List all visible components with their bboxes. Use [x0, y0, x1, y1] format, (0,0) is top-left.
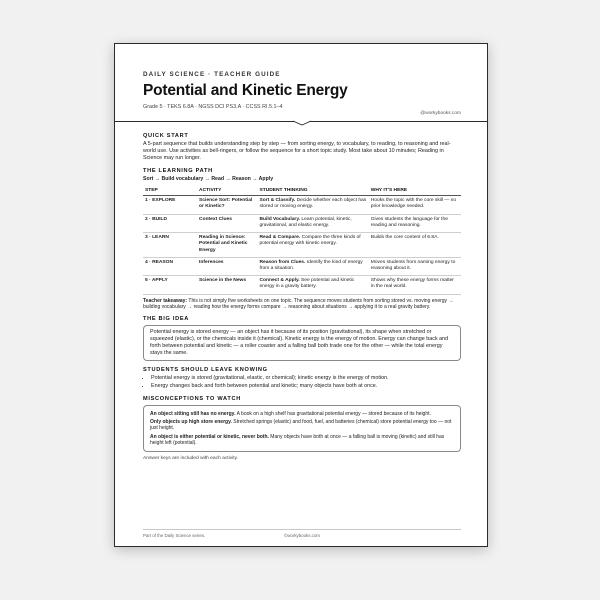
- why-cell: Gives students the language for the reading and reasoning.: [369, 214, 461, 232]
- list-item: • Energy changes back and forth between potential and kinetic; many objects have both at once.: [151, 383, 461, 390]
- series-eyebrow: DAILY SCIENCE · TEACHER GUIDE: [143, 71, 281, 78]
- thinking-label: Reason from Clues.: [259, 259, 306, 265]
- table-row: [143, 257, 461, 275]
- column-header: WHY IT'S HERE: [369, 186, 461, 196]
- page-footer: [143, 529, 461, 538]
- learning-path-table: [143, 186, 461, 294]
- thinking-text: Identify the kind of energy from a situation.: [259, 259, 363, 271]
- header-divider: [143, 121, 461, 127]
- takeaway-text: This is not simply five worksheets on one topic. The sequence moves students from sorting stored vs. moving energy → building vocabulary → reading how the energy forms compare → reasoning about situations → applying it to a real gravity battery.: [143, 297, 454, 310]
- thinking-label: Sort & Classify.: [259, 198, 296, 204]
- footer-site-text: ©workybooks.com: [284, 533, 320, 538]
- big-idea-text: Potential energy is stored energy — an object has it because of its position (gravitational), its shape when stretched or squeezed (elastic), or the chemicals inside it (chemical). Kinetic energy is the energy of motion. Energy can change back and forth between potential and kinetic — a roller coaster and a falling ball both trade one for the other — while the total energy stays the same.: [150, 329, 449, 357]
- site-credit: @workybooks.com: [420, 111, 461, 116]
- misconception-item: [150, 411, 454, 417]
- step-cell: 3 · LEARN: [143, 233, 197, 258]
- step-cell: 1 · EXPLORE: [143, 196, 197, 214]
- misconception-text: Many objects have both at once — a falling ball is moving (kinetic) and still has height left (potential).: [150, 433, 445, 446]
- quick-start-heading: QUICK START: [143, 133, 189, 139]
- thinking-cell: [257, 257, 368, 275]
- column-header: ACTIVITY: [197, 186, 257, 196]
- table-row: [143, 276, 461, 294]
- table-row: [143, 196, 461, 214]
- thinking-label: Read & Compare.: [259, 235, 301, 241]
- big-idea-box: [143, 325, 461, 361]
- thinking-label: Connect & Apply.: [259, 278, 300, 284]
- answer-keys-note: Answer keys are included with each activity.: [143, 456, 239, 462]
- misconception-text: Stretched springs (elastic) and food, fuel, and batteries (chemical) store potential energy too — not just height.: [150, 418, 452, 432]
- footer-series-text: Part of the Daily Science series.: [143, 533, 206, 538]
- worksheet-page: [114, 43, 488, 547]
- big-idea-heading: THE BIG IDEA: [143, 316, 190, 323]
- thinking-cell: [257, 214, 368, 232]
- table-row: [143, 214, 461, 232]
- misconceptions-box: [143, 405, 461, 452]
- misconception-item: [150, 434, 454, 447]
- knowing-list: [143, 375, 461, 389]
- teacher-takeaway: [143, 298, 461, 311]
- quick-start-text: A 5-part sequence that builds understanding step by step — from sorting energy, to vocabulary, to reading, to reasoning and real-world use. Use activities as bell-ringers, or follow the sequence for a short topic study. Most take about 10 minutes; Reading in Science may run longer.: [143, 141, 451, 162]
- page-content: [143, 71, 461, 461]
- table-header-row: [143, 186, 461, 196]
- why-cell: Hooks the topic with the core skill — no prior knowledge needed.: [369, 196, 461, 214]
- step-cell: 2 · BUILD: [143, 214, 197, 232]
- takeaway-label: Teacher takeaway:: [143, 297, 188, 304]
- learning-path-heading: THE LEARNING PATH: [143, 168, 213, 175]
- standards-line: Grade 5 · TEKS 6.8A · NGSS DCI PS3.A · CCSS RI.5.1–4: [143, 104, 283, 110]
- column-header: STUDENT THINKING: [257, 186, 368, 196]
- learning-path-flow: Sort → Build vocabulary → Read → Reason → Apply: [143, 176, 274, 183]
- activity-cell: Inferences: [197, 257, 257, 275]
- misconception-label: An object is either potential or kinetic, never both.: [150, 433, 269, 440]
- misconception-text: A book on a high shelf has gravitational potential energy — stored because of its height.: [235, 410, 431, 417]
- misconception-label: Only objects up high store energy.: [150, 418, 232, 425]
- misconceptions-heading: MISCONCEPTIONS TO WATCH: [143, 395, 241, 402]
- why-cell: Moves students from naming energy to reasoning about it.: [369, 257, 461, 275]
- why-cell: Builds the core content of 6.8A.: [369, 233, 461, 258]
- why-cell: Shows why these energy forms matter in the real world.: [369, 276, 461, 294]
- thinking-text: Learn potential, kinetic, gravitational, and elastic energy.: [259, 216, 352, 228]
- activity-cell: Context Clues: [197, 214, 257, 232]
- thinking-cell: [257, 276, 368, 294]
- thinking-text: Compare the three kinds of potential energy with kinetic energy.: [259, 235, 361, 247]
- thinking-cell: [257, 233, 368, 258]
- thinking-cell: [257, 196, 368, 214]
- activity-cell: Science in the News: [197, 276, 257, 294]
- misconception-item: [150, 419, 454, 432]
- step-cell: 5 · APPLY: [143, 276, 197, 294]
- knowing-heading: STUDENTS SHOULD LEAVE KNOWING: [143, 367, 268, 374]
- activity-cell: Reading in Science: Potential and Kinetic Energy: [197, 233, 257, 258]
- thinking-label: Build Vocabulary.: [259, 216, 301, 222]
- list-item: • Potential energy is stored (gravitational, elastic, or chemical); kinetic energy is the energy of motion.: [151, 375, 461, 382]
- page-title: Potential and Kinetic Energy: [143, 82, 348, 99]
- thinking-text: See potential and kinetic energy in a gravity battery.: [259, 278, 355, 290]
- activity-cell: Science Sort: Potential or Kinetic?: [197, 196, 257, 214]
- divider-notch-icon: [293, 120, 311, 126]
- misconception-label: An object sitting still has no energy.: [150, 410, 236, 417]
- column-header: STEP: [143, 186, 197, 196]
- table-row: [143, 233, 461, 258]
- thinking-text: Decide whether each object has stored or moving energy.: [259, 198, 367, 210]
- step-cell: 4 · REASON: [143, 257, 197, 275]
